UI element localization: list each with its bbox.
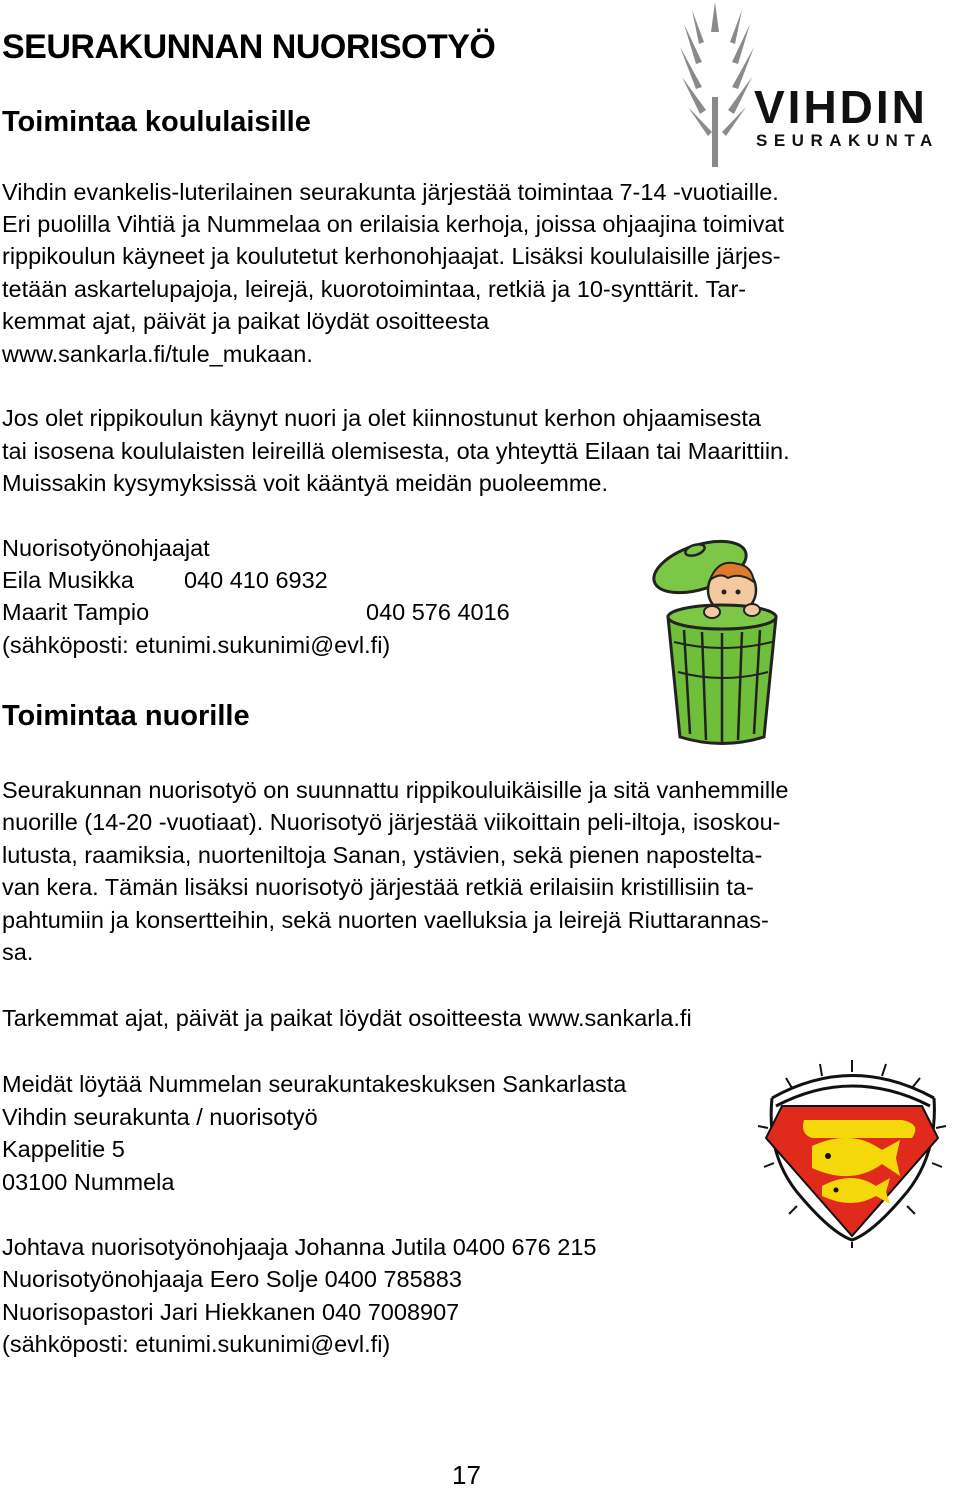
text-line: Jos olet rippikoulun käynyt nuori ja olet kiinnostunut kerhon ohjaamisesta [2, 405, 761, 431]
contact-phone: 040 410 6932 [184, 567, 328, 593]
vihdin-seurakunta-logo [668, 0, 953, 170]
text-line: Muissakin kysymyksissä voit kääntyä meidän puoleemme. [2, 470, 609, 496]
page-title: SEURAKUNNAN NUORISOTYÖ [2, 28, 496, 66]
section-heading-nuoret: Toimintaa nuorille [2, 700, 250, 732]
email-note: (sähköposti: etunimi.sukunimi@evl.fi) [2, 632, 391, 658]
text-line: van kera. Tämän lisäksi nuorisotyö järjestää retkiä erilaisiin kristillisiin ta- [2, 874, 754, 900]
contact-phone: 040 576 4016 [366, 599, 510, 625]
text-line: pahtumiin ja konsertteihin, sekä nuorten vaelluksia ja leirejä Riuttarannas- [2, 907, 769, 933]
text-line: lutusta, raamiksia, nuorteniltoja Sanan, ystävien, sekä pienen napostelta- [2, 842, 763, 868]
page-number: 17 [452, 1460, 481, 1490]
text-line: Eri puolilla Vihtiä ja Nummelaa on erilaisia kerhoja, joissa ohjaajina toimivat [2, 211, 784, 237]
thorn-crown-fish-emblem [752, 1058, 952, 1248]
text-line: Seurakunnan nuorisotyö on suunnattu rippikouluikäisille ja sitä vanhemmille [2, 777, 789, 803]
more-info-text: Tarkemmat ajat, päivät ja paikat löydät osoitteesta www.sankarla.fi [2, 1005, 692, 1031]
address-line: 03100 Nummela [2, 1169, 175, 1195]
text-line: rippikoulun käyneet ja koulutetut kerhonohjaajat. Lisäksi koululaisille järjes- [2, 243, 781, 269]
text-line: tai isosena koululaisten leireillä olemisesta, ota yhteyttä Eilaan tai Maarittiin. [2, 438, 790, 464]
text-line: www.sankarla.fi/tule_mukaan. [2, 341, 313, 367]
address-line: Vihdin seurakunta / nuorisotyö [2, 1104, 318, 1130]
staff-line: Nuorisotyönohjaaja Eero Solje 0400 785883 [2, 1266, 462, 1292]
section-heading-koululaiset: Toimintaa koululaisille [2, 106, 311, 138]
contact-name: Eila Musikka [2, 567, 134, 593]
address-line: Meidät löytää Nummelan seurakuntakeskuksen Sankarlasta [2, 1071, 627, 1097]
address-line: Kappelitie 5 [2, 1136, 125, 1162]
logo-name: VIHDIN [754, 81, 928, 133]
logo-subtitle: SEURAKUNTA [756, 131, 939, 150]
trash-can-kid-illustration [640, 522, 790, 752]
staff-line: (sähköposti: etunimi.sukunimi@evl.fi) [2, 1331, 391, 1357]
text-line: Vihdin evankelis-luterilainen seurakunta järjestää toimintaa 7-14 -vuotiaille. [2, 179, 779, 205]
text-line: kemmat ajat, päivät ja paikat löydät osoitteesta [2, 308, 490, 334]
wheat-icon [672, 2, 762, 170]
contacts-heading: Nuorisotyönohjaajat [2, 535, 210, 561]
contact-name: Maarit Tampio [2, 599, 150, 625]
text-line: nuorille (14-20 -vuotiaat). Nuorisotyö järjestää viikoittain peli-iltoja, isoskou- [2, 809, 781, 835]
text-line: tetään askartelupajoja, leirejä, kuorotoimintaa, retkiä ja 10-synttärit. Tar- [2, 276, 747, 302]
staff-line: Johtava nuorisotyönohjaaja Johanna Jutila 0400 676 215 [2, 1234, 597, 1260]
staff-line: Nuorisopastori Jari Hiekkanen 040 7008907 [2, 1299, 460, 1325]
text-line: sa. [2, 939, 34, 965]
